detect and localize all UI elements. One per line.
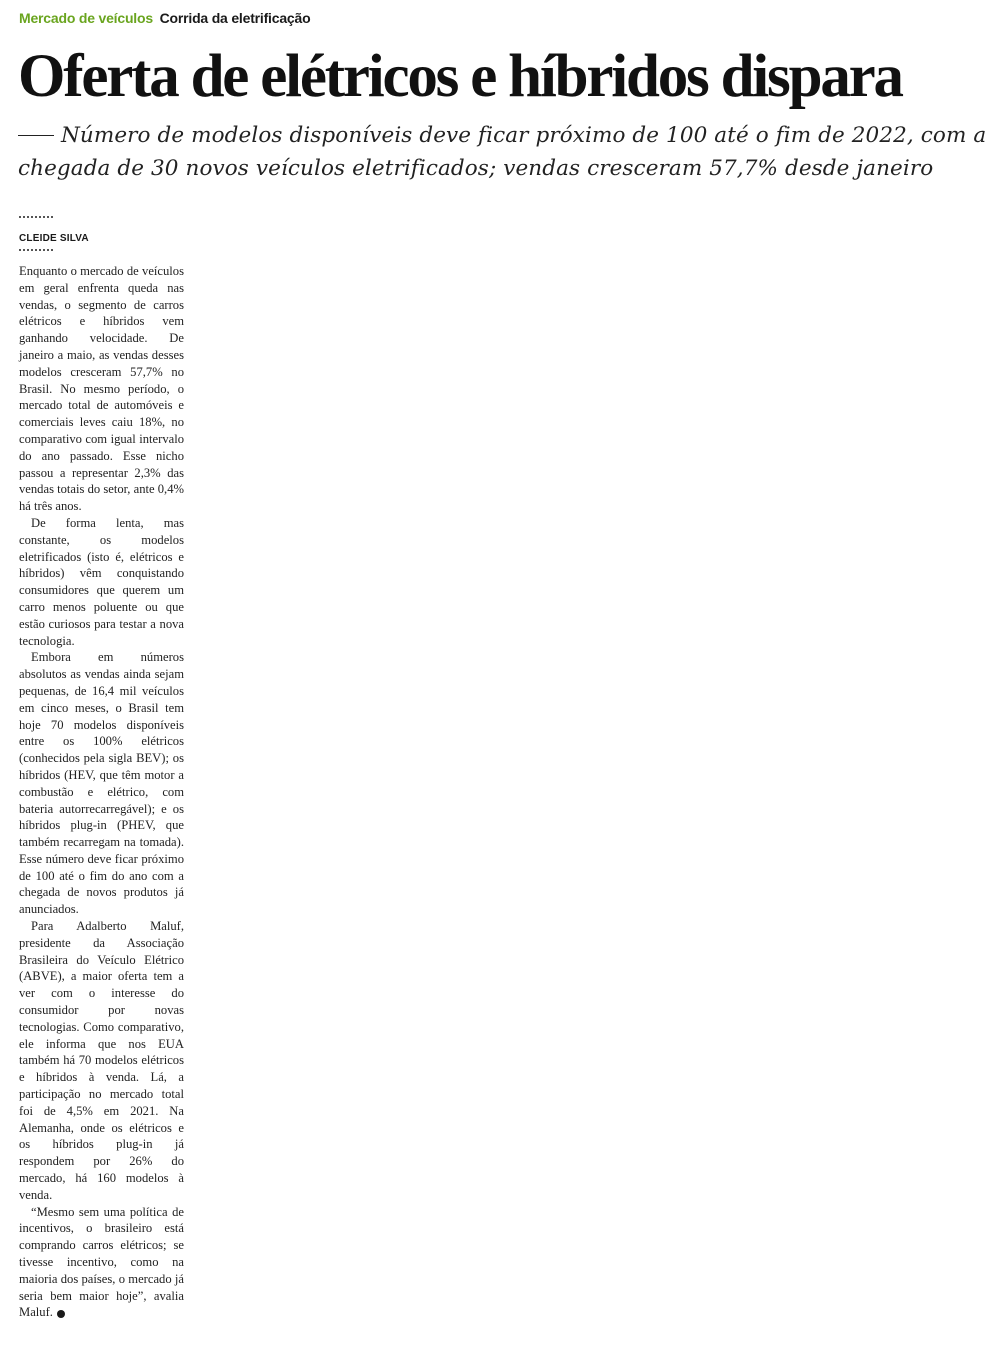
byline: CLEIDE SILVA bbox=[19, 233, 89, 244]
article-body bbox=[19, 263, 184, 1321]
paragraph-2: De forma lenta, mas constante, os modelos eletrificados (isto é, elétricos e híbridos) vêm conquistando consumidores que querem um carro menos poluente ou que estão curiosos para testar a nova tecnologia. bbox=[19, 515, 184, 648]
kicker bbox=[19, 10, 310, 26]
byline-divider-bottom bbox=[19, 249, 53, 251]
headline: Oferta de elétricos e híbridos dispara bbox=[18, 43, 902, 110]
subhead-rule bbox=[18, 135, 54, 136]
paragraph-5 bbox=[19, 1204, 184, 1322]
end-of-article-icon bbox=[57, 1310, 65, 1318]
paragraph-5-text: “Mesmo sem uma política de incentivos, o brasileiro está comprando carros elétricos; se tivesse incentivo, como na maioria dos países, o mercado já seria bem maior hoje”, avalia Maluf. bbox=[19, 1204, 184, 1320]
paragraph-4: Para Adalberto Maluf, presidente da Associação Brasileira do Veículo Elétrico (ABVE), a maior oferta tem a ver com o interesse do consumidor por novas tecnologias. Como comparativo, ele informa que nos EUA também há 70 modelos elétricos e híbridos à venda. Lá, a participação no mercado total foi de 4,5% em 2021. Na Alemanha, onde os elétricos e os híbridos plug-in já respondem por 26% do mercado, há 160 modelos à venda. bbox=[19, 919, 184, 1202]
subheadline-text: Número de modelos disponíveis deve ficar próximo de 100 até o fim de 2022, com a chegada de 30 novos veículos eletrificados; vendas cresceram 57,7% desde janeiro bbox=[18, 123, 987, 181]
kicker-topic: Corrida da eletrificação bbox=[159, 10, 311, 26]
subheadline bbox=[18, 119, 993, 185]
paragraph-3: Embora em números absolutos as vendas ainda sejam pequenas, de 16,4 mil veículos em cinco meses, o Brasil tem hoje 70 modelos disponíveis entre os 100% elétricos (conhecidos pela sigla BEV); os híbridos (HEV, que têm motor a combustão e elétrico, com bateria autorrecarregável); e os híbridos plug-in (PHEV, que também recarregam na tomada). Esse número deve ficar próximo de 100 até o fim do ano com a chegada de novos produtos já anunciados. bbox=[19, 650, 184, 917]
kicker-section: Mercado de veículos bbox=[19, 10, 153, 26]
byline-divider-top bbox=[19, 216, 53, 218]
paragraph-1: Enquanto o mercado de veículos em geral enfrenta queda nas vendas, o segmento de carros elétricos e híbridos vem ganhando velocidade. De janeiro a maio, as vendas desses modelos cresceram 57,7% no Brasil. No mesmo período, o mercado total de automóveis e comerciais leves caiu 18%, no comparativo com igual intervalo do ano passado. Esse nicho passou a representar 2,3% das vendas totais do setor, ante 0,4% há três anos. bbox=[19, 264, 184, 514]
